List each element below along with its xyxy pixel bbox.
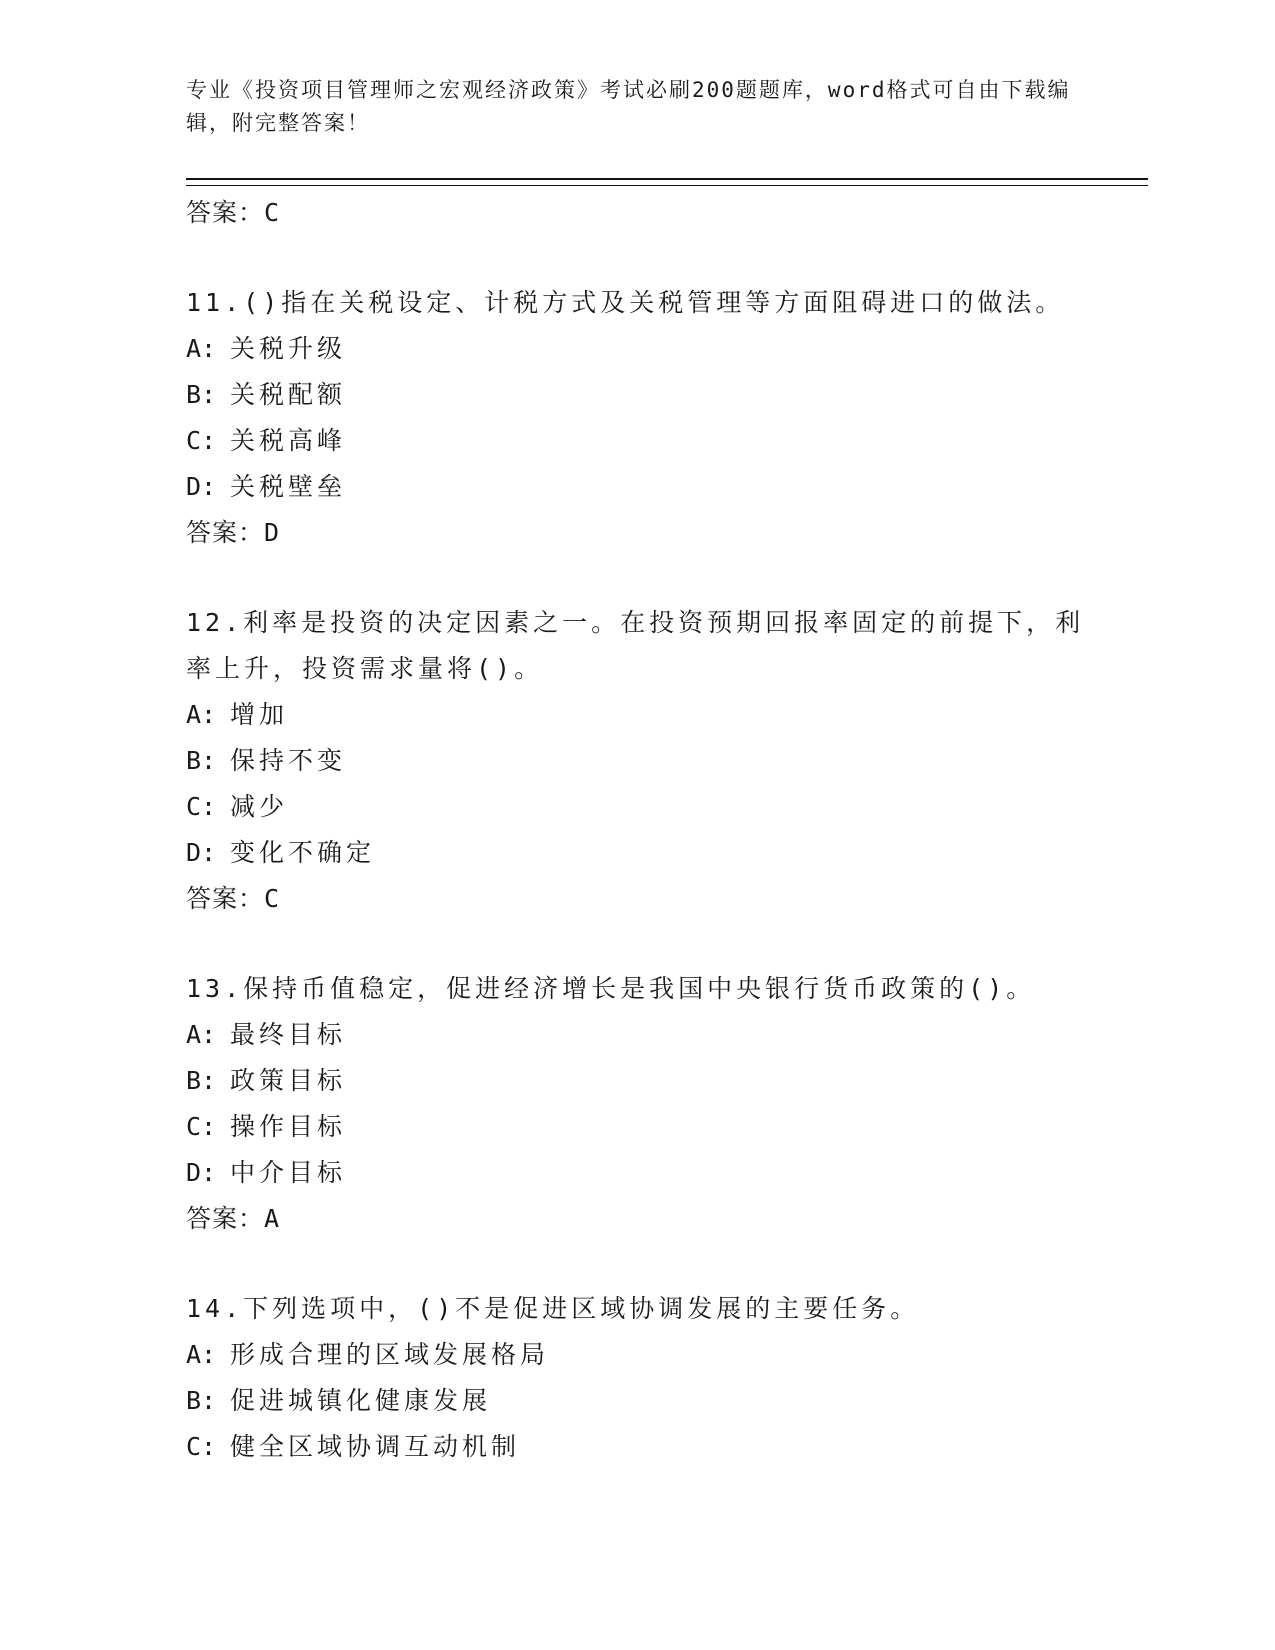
document-body (186, 190, 1086, 1470)
option-item (186, 784, 1086, 830)
option-text: 关税升级 (230, 334, 347, 363)
option-letter: C: (186, 1112, 217, 1141)
option-text: 操作目标 (230, 1112, 347, 1141)
option-item (186, 372, 1086, 418)
option-letter: D: (186, 838, 217, 867)
option-letter: A: (186, 700, 217, 729)
option-text: 促进城镇化健康发展 (230, 1386, 492, 1415)
option-item (186, 1378, 1086, 1424)
option-text: 关税配额 (230, 380, 347, 409)
question-stem: 12.利率是投资的决定因素之一。在投资预期回报率固定的前提下，利率上升，投资需求量将()。 (186, 608, 1085, 683)
option-text: 关税高峰 (230, 426, 347, 455)
option-letter: B: (186, 1066, 217, 1095)
option-text: 保持不变 (230, 746, 347, 775)
option-item (186, 1012, 1086, 1058)
option-letter: D: (186, 1158, 217, 1187)
question-stem: 11.()指在关税设定、计税方式及关税管理等方面阻碍进口的做法。 (186, 288, 1065, 317)
option-text: 减少 (230, 792, 289, 821)
answer-line: 答案：C (186, 198, 281, 227)
option-item (186, 418, 1086, 464)
question-stem: 14.下列选项中，()不是促进区域协调发展的主要任务。 (186, 1294, 920, 1323)
option-item (186, 692, 1086, 738)
option-item (186, 738, 1086, 784)
option-item (186, 1332, 1086, 1378)
option-letter: D: (186, 472, 217, 501)
option-item (186, 1104, 1086, 1150)
option-letter: C: (186, 792, 217, 821)
option-item (186, 1424, 1086, 1470)
option-letter: C: (186, 1432, 217, 1461)
option-item (186, 830, 1086, 876)
option-text: 增加 (230, 700, 289, 729)
option-text: 中介目标 (230, 1158, 347, 1187)
option-letter: B: (186, 1386, 217, 1415)
answer-line: 答案：A (186, 1204, 281, 1233)
option-text: 健全区域协调互动机制 (230, 1432, 521, 1461)
option-letter: B: (186, 380, 217, 409)
option-item (186, 326, 1086, 372)
option-text: 最终目标 (230, 1020, 347, 1049)
header-divider (186, 178, 1148, 186)
option-item (186, 464, 1086, 510)
page-header: 专业《投资项目管理师之宏观经济政策》考试必刷200题题库，word格式可自由下载编辑，附完整答案！ (186, 78, 1071, 135)
option-letter: C: (186, 426, 217, 455)
option-letter: A: (186, 1020, 217, 1049)
option-item (186, 1150, 1086, 1196)
question-stem: 13.保持币值稳定，促进经济增长是我国中央银行货币政策的()。 (186, 974, 1036, 1003)
answer-line: 答案：D (186, 518, 281, 547)
option-letter: A: (186, 334, 217, 363)
option-text: 政策目标 (230, 1066, 347, 1095)
option-item (186, 1058, 1086, 1104)
option-text: 关税壁垒 (230, 472, 347, 501)
option-text: 变化不确定 (230, 838, 376, 867)
option-text: 形成合理的区域发展格局 (230, 1340, 550, 1369)
option-letter: A: (186, 1340, 217, 1369)
option-letter: B: (186, 746, 217, 775)
answer-line: 答案：C (186, 884, 281, 913)
